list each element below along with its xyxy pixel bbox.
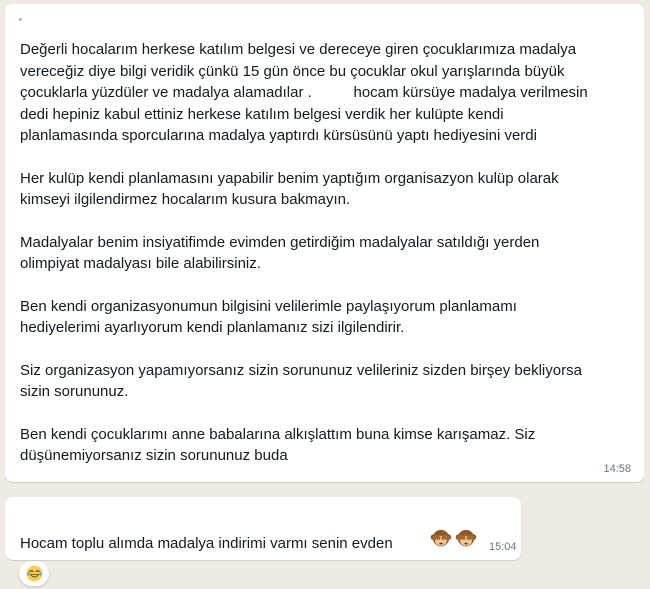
- laughing-face-icon: [25, 564, 44, 583]
- message-paragraph: Ben kendi çocuklarımı anne babalarına alkışlattım buna kimse karışamaz. Siz düşünemiyorsanız sizin sorununuz buda: [20, 425, 536, 464]
- message-paragraph: Madalyalar benim insiyatifimde evimden getirdiğim madalyalar satıldığı yerden olimpiyat madalyası bile alabilirsiniz.: [20, 233, 540, 272]
- message-timestamp: 14:58: [603, 463, 631, 475]
- see-no-evil-monkey-icon: [430, 528, 452, 550]
- message-bubble[interactable]: [5, 497, 521, 560]
- message-text: Hocam toplu alımda madalya indirimi varmı senin evden: [20, 535, 393, 552]
- see-no-evil-monkey-icon: [455, 528, 477, 550]
- message-paragraph: Siz organizasyon yapamıyorsanız sizin sorununuz velileriniz sizden birşey bekliyorsa sizin sorununuz.: [20, 361, 582, 400]
- message-paragraph: Değerli hocalarım herkese katılım belgesi ve dereceye giren çocuklarımıza madalya vereceğiz diye bilgi veridik çünkü 15 gün önce bu çocuklar okul yarışlarında büyük çocuklarla yüzdüler ve madalya alamadılar . hocam kürsüye madalya verilmesin dedi hepiniz kabul ettiniz herkese katılım belgesi verdik her kulüpte kendi planlamasında sporcularına madalya yaptırdı kürsüsünü yaptı hediyesini verdi: [20, 41, 588, 144]
- message-dot: [19, 18, 22, 21]
- emoji-group: [430, 528, 477, 550]
- message-paragraph: Her kulüp kendi planlamasını yapabilir benim yaptığım organisazyon kulüp olarak kimseyi ilgilendirmez hocalarım kusura bakmayın.: [20, 169, 559, 208]
- message-paragraph: Ben kendi organizasyonumun bilgisini velilerimle paylaşıyorum planlamamı hediyelerimi ayarlıyorum kendi planlamanız sizi ilgilendirir.: [20, 297, 517, 336]
- message-bubble[interactable]: [5, 4, 644, 482]
- reaction-badge[interactable]: [19, 561, 49, 586]
- message-timestamp: 15:04: [489, 541, 517, 553]
